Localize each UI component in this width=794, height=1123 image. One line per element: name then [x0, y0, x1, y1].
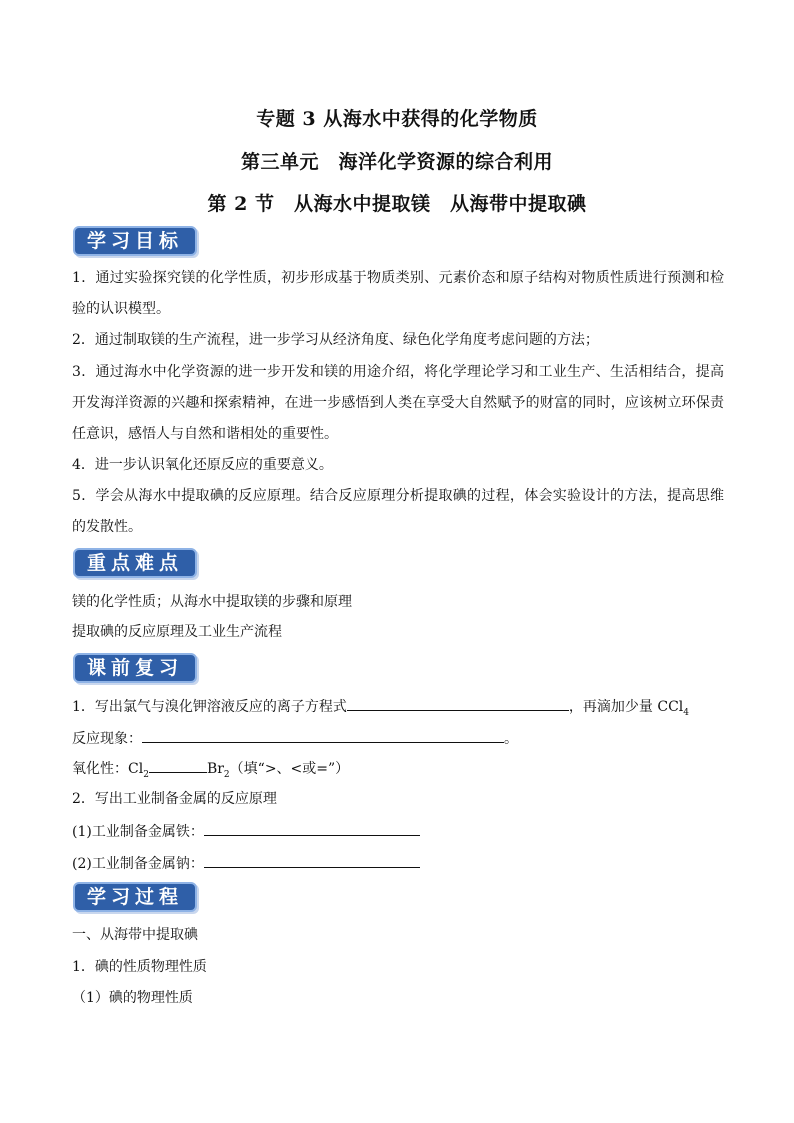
review-q1c-prefix: 氧化性：Cl [72, 761, 144, 777]
review-q1-suffix: ，再滴加少量 CCl [568, 699, 684, 715]
review-question-1 [72, 696, 689, 723]
process-heading-2: 1．碘的性质物理性质 [72, 959, 207, 975]
key-points-badge: 重点难点 [73, 548, 197, 578]
review-question-2: 2．写出工业制备金属的反应原理 [72, 791, 277, 807]
review-q1c-suffix: （填“>、<或=”） [229, 761, 350, 777]
key-point-2: 提取碘的反应原理及工业生产流程 [72, 624, 282, 640]
review-q1c-mid: Br [206, 761, 224, 777]
review-question-1b [72, 728, 518, 749]
review-q1b-prefix: 反应现象： [72, 731, 142, 747]
section-title: 第 2 节 从海水中提取镁 从海带中提取碘 [207, 193, 587, 215]
review-q1c-subscript-1: 2 [143, 769, 149, 780]
review-q1c-subscript-2: 2 [223, 769, 230, 780]
review-q2a-label: (1)工业制备金属铁： [72, 824, 204, 840]
learning-goals-badge: 学习目标 [73, 226, 197, 256]
review-question-1c [72, 758, 349, 785]
answer-blank-oxidizing-comparison[interactable] [149, 758, 207, 773]
document-title: 专题 3 从海水中获得的化学物质 [256, 108, 538, 130]
answer-blank-sodium[interactable] [204, 853, 420, 868]
review-q2b-label: (2)工业制备金属钠： [72, 856, 204, 872]
goal-item-4: 4．进一步认识氧化还原反应的重要意义。 [72, 457, 333, 473]
review-question-2b [72, 853, 420, 874]
answer-blank-phenomenon[interactable] [142, 728, 504, 743]
learning-process-badge: 学习过程 [73, 882, 197, 912]
goal-item-1: 1．通过实验探究镁的化学性质，初步形成基于物质类别、元素价态和原子结构对物质性质进行预测和检验的认识模型。 [72, 270, 724, 317]
pre-class-review-badge: 课前复习 [73, 653, 197, 683]
review-q1b-suffix: 。 [504, 731, 518, 747]
process-heading-3: （1）碘的物理性质 [72, 990, 193, 1006]
goal-item-5: 5．学会从海水中提取碘的反应原理。结合反应原理分析提取碘的过程，体会实验设计的方法，提高思维的发散性。 [72, 488, 724, 535]
review-question-2a [72, 821, 420, 842]
answer-blank-ionic-equation[interactable] [347, 696, 569, 711]
goal-item-2: 2．通过制取镁的生产流程，进一步学习从经济角度、绿色化学角度考虑问题的方法； [72, 332, 599, 348]
key-point-1: 镁的化学性质；从海水中提取镁的步骤和原理 [72, 594, 352, 610]
review-q1-subscript: 4 [683, 707, 689, 718]
answer-blank-iron[interactable] [204, 821, 420, 836]
unit-title: 第三单元 海洋化学资源的综合利用 [240, 151, 553, 173]
review-q1-prefix: 1．写出氯气与溴化钾溶液反应的离子方程式 [72, 699, 347, 715]
process-heading-1: 一、从海带中提取碘 [72, 927, 198, 943]
goal-item-3: 3．通过海水中化学资源的进一步开发和镁的用途介绍，将化学理论学习和工业生产、生活相结合，提高开发海洋资源的兴趣和探索精神，在进一步感悟到人类在享受大自然赋予的财富的同时，应该树立环保责任意识，感悟人与自然和谐相处的重要性。 [72, 364, 724, 442]
